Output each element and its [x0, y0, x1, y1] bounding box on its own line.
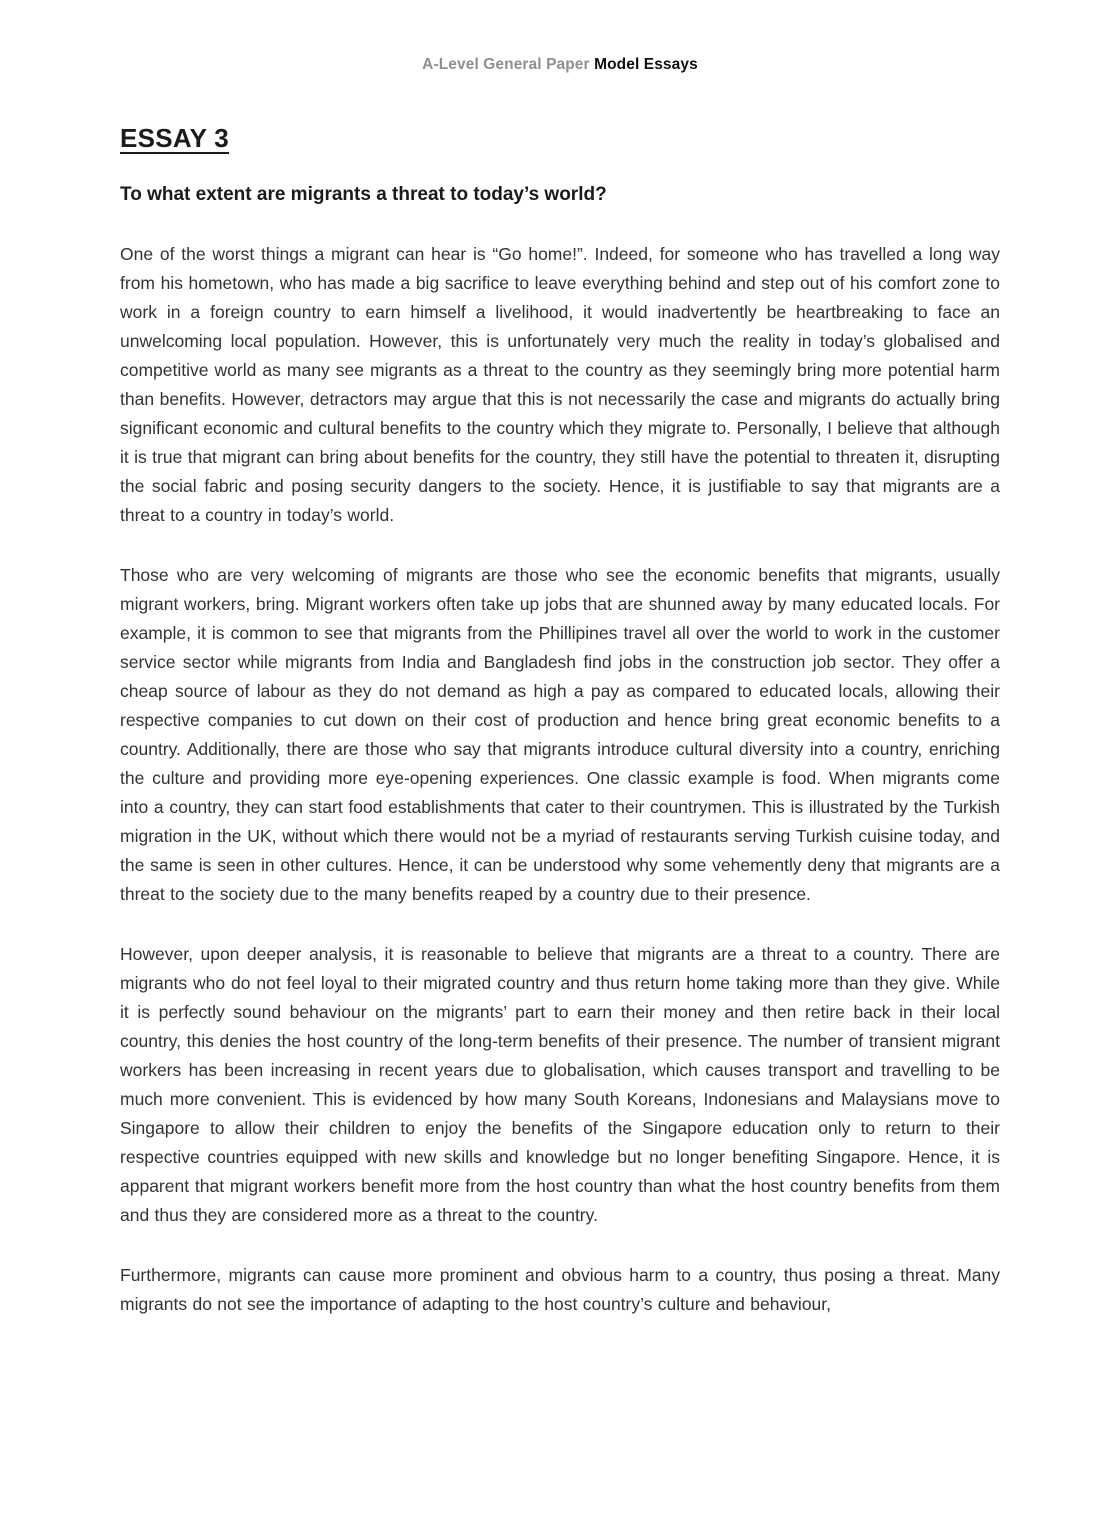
essay-paragraph-4: Furthermore, migrants can cause more prominent and obvious harm to a country, thus posing a threat. Many migrants do not see the importance of adapting to the host country’s culture and behaviour,	[120, 1265, 1000, 1314]
essay-heading-text: ESSAY 3	[120, 123, 230, 153]
running-header-series-title: A-Level General Paper	[422, 56, 590, 73]
essay-page-content	[120, 123, 1000, 1319]
essay-heading	[120, 123, 1000, 154]
essay-paragraph-2: Those who are very welcoming of migrants are those who see the economic benefits that migrants, usually migrant workers, bring. Migrant workers often take up jobs that are shunned away by many educated locals. For example, it is common to see that migrants from the Phillipines travel all over the world to work in the customer service sector while migrants from India and Bangladesh find jobs in the construction job sector. They offer a cheap source of labour as they do not demand as high a pay as compared to educated locals, allowing their respective companies to cut down on their cost of production and hence bring great economic benefits to a country. Additionally, there are those who say that migrants introduce cultural diversity into a country, enriching the culture and providing more eye-opening experiences. One classic example is food. When migrants come into a country, they can start food establishments that cater to their countrymen. This is illustrated by the Turkish migration in the UK, without which there would not be a myriad of restaurants serving Turkish cuisine today, and the same is seen in other cultures. Hence, it can be understood why some vehemently deny that migrants are a threat to the society due to the many benefits reaped by a country due to their presence.	[120, 565, 1000, 904]
essay-paragraph-3: However, upon deeper analysis, it is reasonable to believe that migrants are a threat to a country. There are migrants who do not feel loyal to their migrated country and thus return home taking more than they give. While it is perfectly sound behaviour on the migrants’ part to earn their money and then retire back in their local country, this denies the host country of the long-term benefits of their presence. The number of transient migrant workers has been increasing in recent years due to globalisation, which causes transport and travelling to be much more convenient. This is evidenced by how many South Koreans, Indonesians and Malaysians move to Singapore to allow their children to enjoy the benefits of the Singapore education only to return to their respective countries equipped with new skills and knowledge but no longer benefiting Singapore. Hence, it is apparent that migrant workers benefit more from the host country than what the host country benefits from them and thus they are considered more as a threat to the country.	[120, 944, 1000, 1225]
essay-question-title: To what extent are migrants a threat to today’s world?	[120, 184, 607, 205]
running-header-volume-title: Model Essays	[594, 56, 698, 73]
running-header	[0, 0, 1120, 74]
essay-paragraph-1: One of the worst things a migrant can hear is “Go home!”. Indeed, for someone who has travelled a long way from his hometown, who has made a big sacrifice to leave everything behind and step out of his comfort zone to work in a foreign country to earn himself a livelihood, it would inadvertently be heartbreaking to face an unwelcoming local population. However, this is unfortunately very much the reality in today’s globalised and competitive world as many see migrants as a threat to the country as they seemingly bring more potential harm than benefits. However, detractors may argue that this is not necessarily the case and migrants do actually bring significant economic and cultural benefits to the country which they migrate to. Personally, I believe that although it is true that migrant can bring about benefits for the country, they still have the potential to threaten it, disrupting the social fabric and posing security dangers to the society. Hence, it is justifiable to say that migrants are a threat to a country in today’s world.	[120, 244, 1000, 525]
